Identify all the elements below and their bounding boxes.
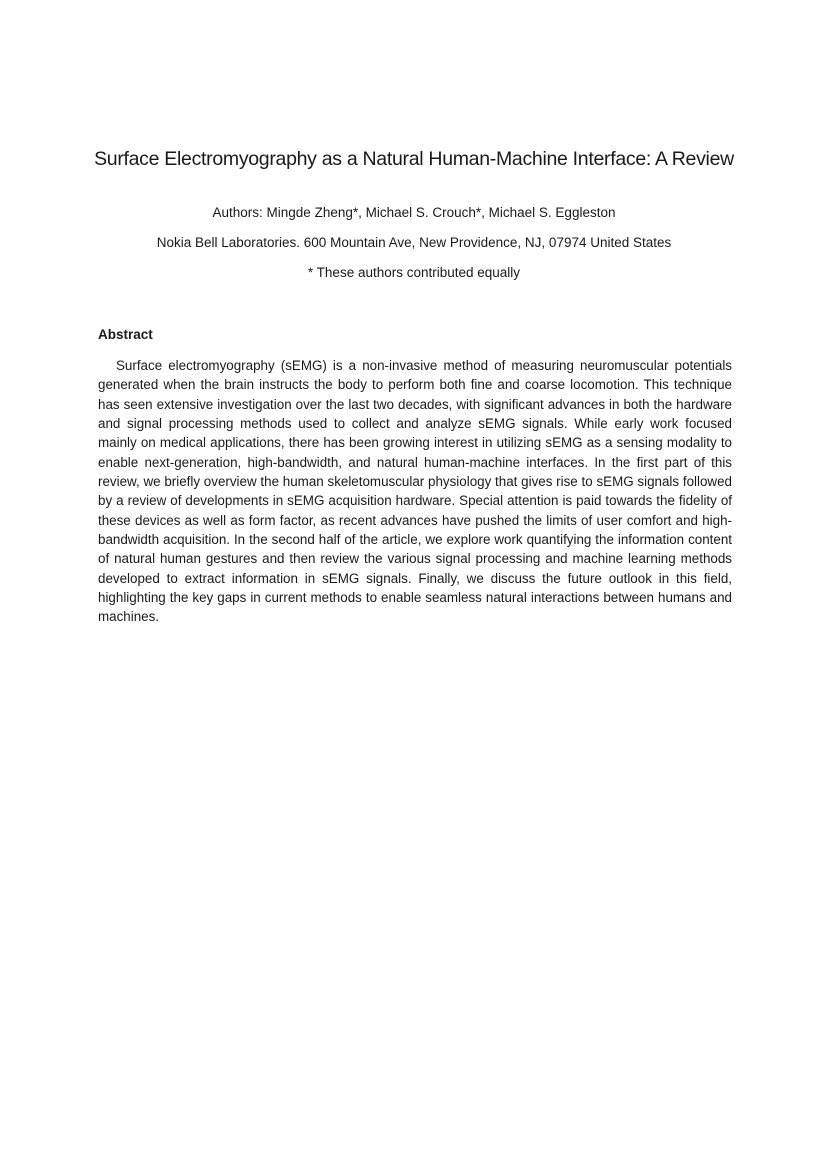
abstract-heading: Abstract [98, 327, 153, 342]
paper-title: Surface Electromyography as a Natural Human-Machine Interface: A Review [94, 148, 734, 170]
affiliation: Nokia Bell Laboratories. 600 Mountain Ave, New Providence, NJ, 07974 United States [156, 235, 672, 250]
abstract-text: Surface electromyography (sEMG) is a non-invasive method of measuring neuromuscular potentials generated when the brain instructs the body to perform both fine and coarse locomotion. This technique has seen extensive investigation over the last two decades, with significant advances in both the hardware and signal processing methods used to collect and analyze sEMG signals. While early work focused mainly on medical applications, there has been growing interest in utilizing sEMG as a sensing modality to enable next-generation, high-bandwidth, and natural human-machine interfaces. In the first part of this review, we briefly overview the human skeletomuscular physiology that gives rise to sEMG signals followed by a review of developments in sEMG acquisition hardware. Special attention is paid towards the fidelity of these devices as well as form factor, as recent advances have pushed the limits of user comfort and high-bandwidth acquisition. In the second half of the article, we explore work quantifying the information content of natural human gestures and then review the various signal processing and machine learning methods developed to extract information in sEMG signals. Finally, we discuss the future outlook in this field, highlighting the key gaps in current methods to enable seamless natural interactions between humans and machines. [98, 358, 732, 625]
equal-contribution-note: * These authors contributed equally [307, 265, 521, 280]
author-list: Authors: Mingde Zheng*, Michael S. Crouch*, Michael S. Eggleston [212, 205, 616, 220]
